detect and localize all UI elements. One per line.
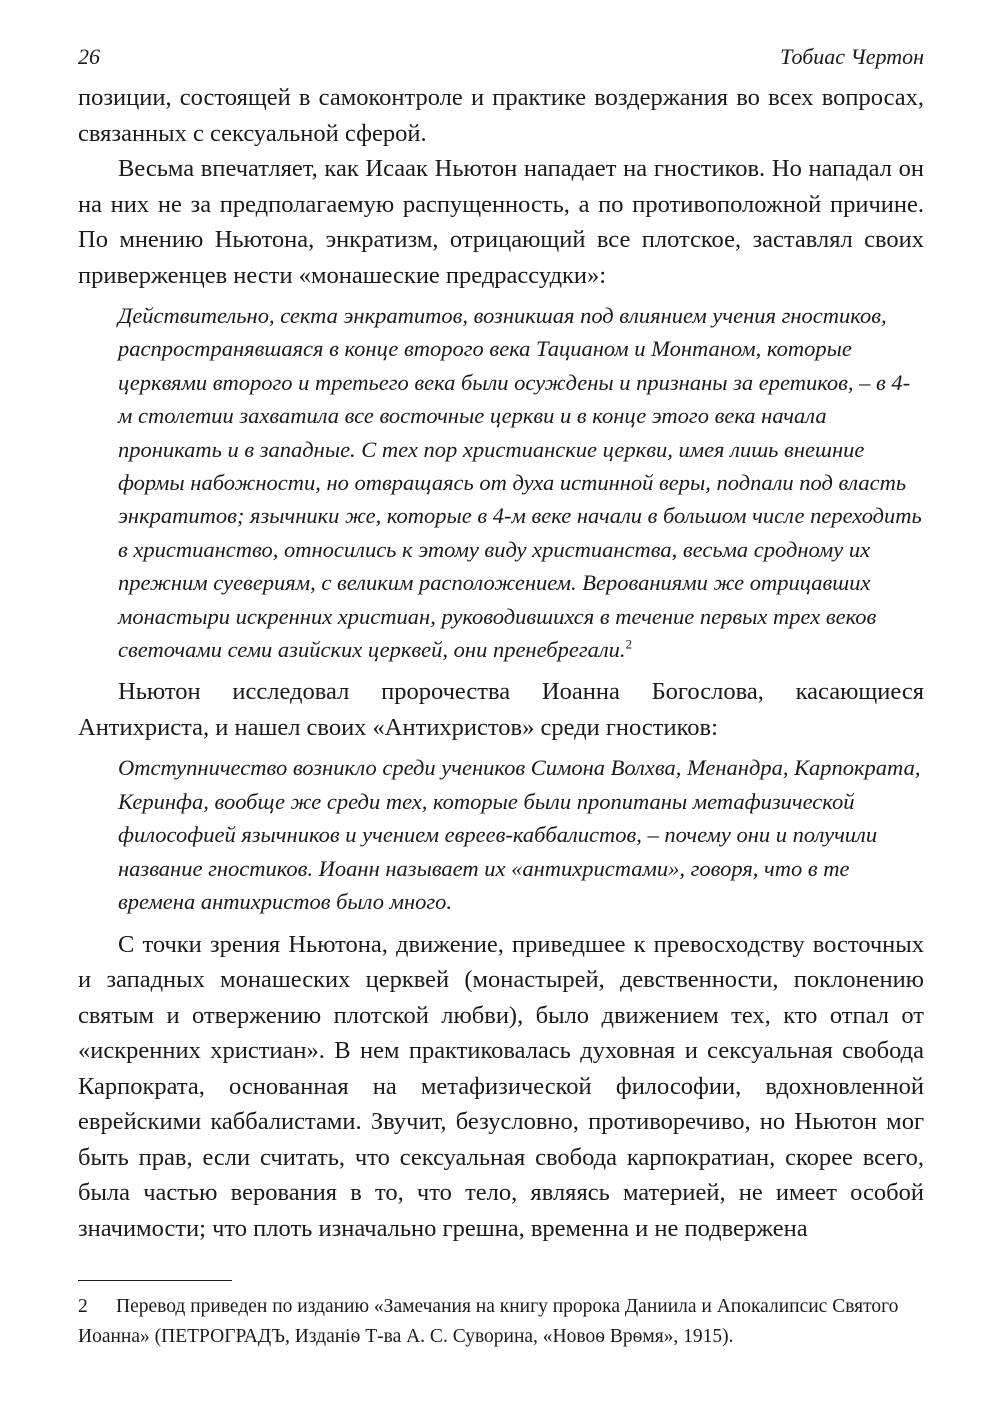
block-quote-text: Отступничество возникло среди учеников Симона Волхва, Менандра, Карпократа, Керинфа, вообще же среди тех, которые были пропитаны метафизической философией язычников и учением евреев-каббалистов, – почему они и получили название гностиков. Иоанн называет их «антихристами», говоря, что в те времена антихристов было много. <box>118 755 921 915</box>
paragraph: Весьма впечатляет, как Исаак Ньютон нападает на гностиков. Но нападал он на них не за предполагаемую распущенность, а по противоположной причине. По мнению Ньютона, энкратизм, отрицающий все плотское, заставлял своих приверженцев нести «монашеские предрассудки»: <box>78 155 924 289</box>
block-quote <box>78 751 924 918</box>
paragraph: С точки зрения Ньютона, движение, приведшее к превосходству восточных и западных монашеских церквей (монастырей, девственности, поклонению святым и отвержению плотской любви), было движением тех, кто отпал от «искренних христиан». В нем практиковалась духовная и сексуальная свобода Карпократа, основанная на метафизической философии, вдохновленной еврейскими каббалистами. Звучит, безусловно, противоречиво, но Ньютон мог быть прав, если считать, что сексуальная свобода карпократиан, скорее всего, была частью верования в то, что тело, являясь материей, не имеет особой значимости; что плоть изначально грешна, временна и не подвержена <box>78 930 924 1242</box>
paragraph: позиции, состоящей в самоконтроле и практике воздержания во всех вопросах, связанных с сексуальной сферой. <box>78 84 924 147</box>
paragraph: Ньютон исследовал пророчества Иоанна Богослова, касающиеся Антихриста, и нашел своих «Антихристов» среди гностиков: <box>78 678 924 741</box>
footnote-reference[interactable]: 2 <box>625 636 633 652</box>
footnote-text: Перевод приведен по изданию «Замечания на книгу пророка Даниила и Апокалипсис Святого Иоанна» (ПЕТРОГРАДЪ, Изданiѳ Т-ва А. С. Суворина, «Новоѳ Врѳмя», 1915). <box>78 1296 899 1347</box>
footnote <box>78 1292 924 1352</box>
block-quote <box>78 299 924 666</box>
running-head <box>78 40 924 80</box>
page-number: 26 <box>78 44 100 69</box>
footnote-divider <box>78 1280 232 1281</box>
footnote-number: 2 <box>78 1296 88 1317</box>
running-title: Тобиас Чертон <box>780 44 924 69</box>
block-quote-text: Действительно, секта энкратитов, возникшая под влиянием учения гностиков, распространявшаяся в конце второго века Тацианом и Монтаном, которые церквями второго и третьего века были осуждены и признаны за еретиков, – в 4-м столетии захватила все восточные церкви и в конце этого века начала проникать и в западные. С тех пор христианские церкви, имея лишь внешние формы набожности, но отвращаясь от духа истинной веры, подпали под власть энкратитов; язычники же, которые в 4-м веке начали в большом числе переходить в христианство, относились к этому виду христианства, весьма сродному их прежним суевериям, с великим расположением. Верованиями же отрицавших монастыри искренних христиан, руководившихся в течение первых трех веков светочами семи азийских церквей, они пренебрегали. <box>118 303 922 663</box>
body-text <box>78 80 924 1246</box>
page <box>78 40 924 1246</box>
